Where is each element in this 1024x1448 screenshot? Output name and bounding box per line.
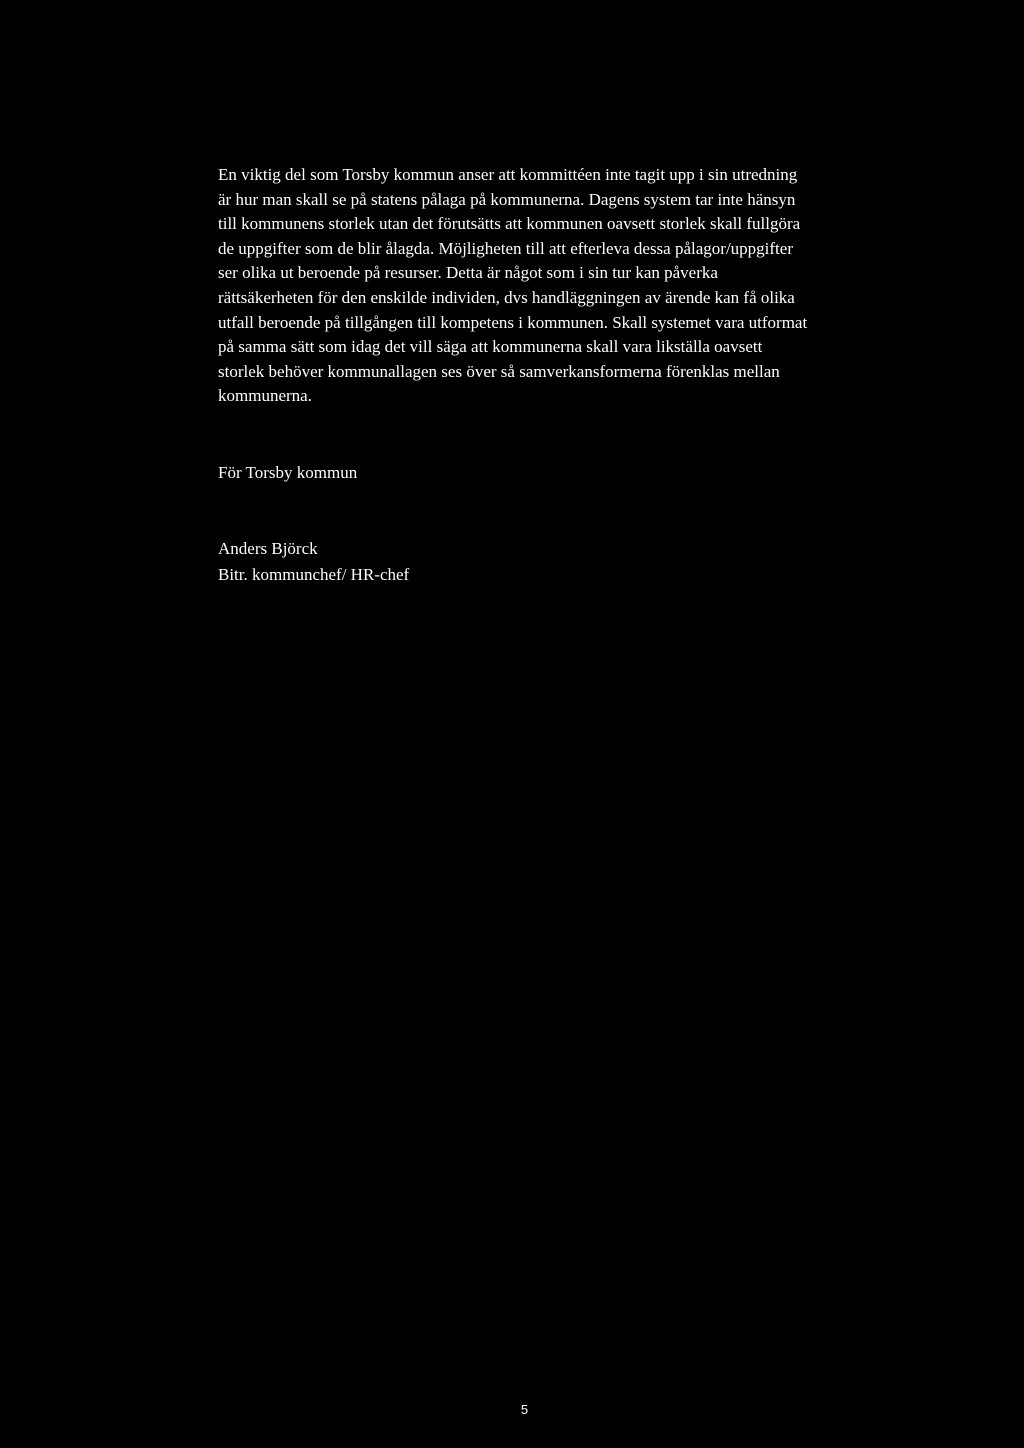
paragraph-line: på samma sätt som idag det vill säga att kommunerna skall vara likställa oavsett [218,337,763,357]
paragraph-line: kommunerna. [218,386,312,406]
paragraph-line: är hur man skall se på statens pålaga på kommunerna. Dagens system tar inte hänsyn [218,189,796,209]
paragraph-line: rättsäkerheten för den enskilde individen, dvs handläggningen av ärende kan få olika [218,287,795,307]
paragraph-line: utfall beroende på tillgången till kompetens i kommunen. Skall systemet vara utformat [218,312,808,332]
paragraph-line: storlek behöver kommunallagen ses över så samverkansformerna förenklas mellan [218,361,780,381]
paragraph-line: En viktig del som Torsby kommun anser att kommittéen inte tagit upp i sin utredning [218,165,798,184]
signatory-name: Anders Björck [218,539,318,558]
paragraph-line: till kommunens storlek utan det förutsätts att kommunen oavsett storlek skall fullgöra [218,214,801,234]
paragraph-line: de uppgifter som de blir ålagda. Möjligheten till att efterleva dessa pålagor/uppgifter [218,238,793,258]
closing-line: För Torsby kommun [218,463,358,482]
paragraph-line: ser olika ut beroende på resurser. Detta är något som i sin tur kan påverka [218,263,718,283]
page-number: 5 [520,1402,529,1417]
signatory-title: Bitr. kommunchef/ HR-chef [218,565,410,584]
body-paragraph [218,163,908,409]
